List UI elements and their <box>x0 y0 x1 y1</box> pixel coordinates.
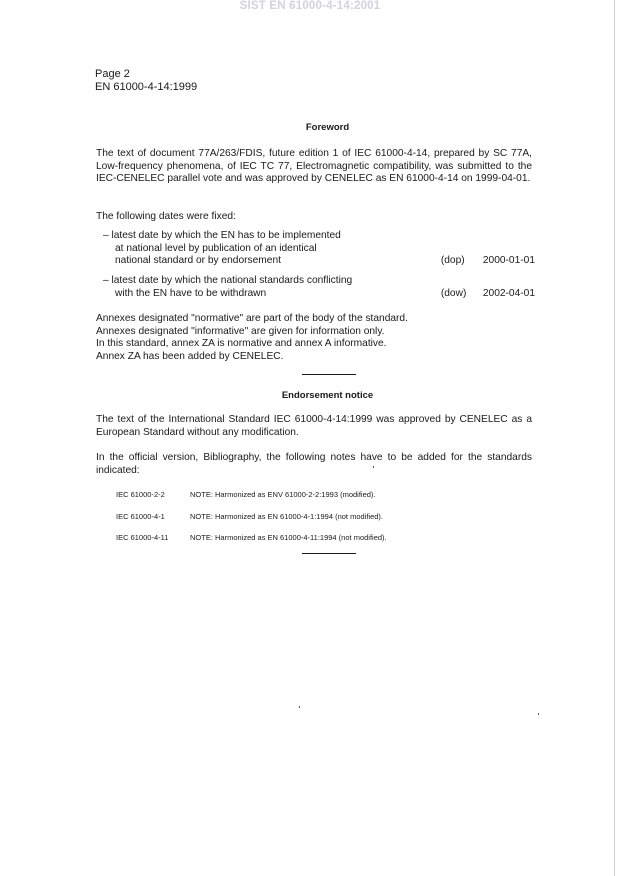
date-code: (dow) <box>440 287 467 299</box>
note-text: NOTE: Harmonized as ENV 61000-2-2:1993 (modified). <box>190 490 376 499</box>
dates-intro: The following dates were fixed: <box>96 211 236 222</box>
scan-speck <box>373 466 374 468</box>
scan-speck <box>299 706 300 708</box>
annex-line: In this standard, annex ZA is normative and annex A informative. <box>96 338 387 349</box>
annex-line: Annex ZA has been added by CENELEC. <box>96 350 284 362</box>
note-standard: IEC 61000-4-1 <box>116 512 165 521</box>
scan-speck <box>538 713 539 715</box>
date-item-line: at national level by publication of an identical <box>115 242 317 254</box>
annex-line: Annexes designated "informative" are given for information only. <box>96 325 385 337</box>
endorsement-paragraph: The text of the International Standard IEC 61000-4-14:1999 was approved by CENELEC as a European Standard without any modification. <box>96 414 532 438</box>
bibliography-intro-paragraph: In the official version, Bibliography, the following notes have to be added for the standards indicated: <box>96 452 532 476</box>
foreword-heading: Foreword <box>305 122 350 133</box>
document-watermark: SIST EN 61000-4-14:2001 <box>239 0 381 12</box>
page-header <box>95 68 197 94</box>
standard-reference: EN 61000-4-14:1999 <box>95 81 198 93</box>
annex-statements <box>96 313 536 363</box>
date-item-dop <box>103 230 535 268</box>
date-value: 2002-04-01 <box>482 287 535 299</box>
bibliography-note-row <box>116 533 387 542</box>
date-value: 2000-01-01 <box>482 255 535 266</box>
foreword-intro-paragraph: The text of document 77A/263/FDIS, future edition 1 of IEC 61000-4-14, prepared by SC 77A, Low-frequency phenomena, of IEC TC 77, Electromagnetic compatibility, was submitted to the IEC-CENELEC parallel vote and was approved by CENELEC as EN 61000-4-14 on 1999-04-01. <box>96 148 532 184</box>
note-text: NOTE: Harmonized as EN 61000-4-11:1994 (not modified). <box>190 533 387 542</box>
date-item-line: – latest date by which the EN has to be implemented <box>103 230 341 241</box>
bibliography-note-row <box>116 512 383 521</box>
note-standard: IEC 61000-2-2 <box>116 490 165 499</box>
note-standard: IEC 61000-4-11 <box>116 533 169 542</box>
annex-line: Annexes designated "normative" are part of the body of the standard. <box>96 313 408 324</box>
section-divider <box>302 553 356 554</box>
date-item-dow <box>103 275 535 300</box>
section-divider <box>302 374 356 375</box>
date-item-line: – latest date by which the national standards conflicting <box>103 275 353 286</box>
bibliography-note-row <box>116 490 376 499</box>
date-code: (dop) <box>440 255 465 266</box>
note-text: NOTE: Harmonized as EN 61000-4-1:1994 (not modified). <box>190 512 384 521</box>
endorsement-heading: Endorsement notice <box>281 390 374 401</box>
page-number: Page 2 <box>95 68 130 80</box>
date-item-line: national standard or by endorsement <box>115 255 281 266</box>
date-item-line: with the EN have to be withdrawn <box>115 287 267 299</box>
